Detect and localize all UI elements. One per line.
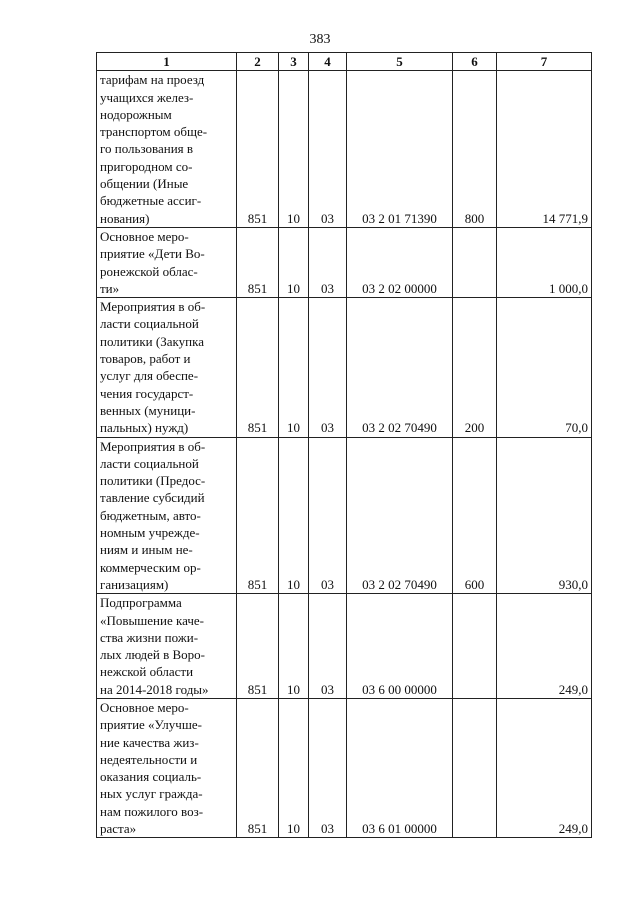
expense-type-code: 600 bbox=[453, 437, 497, 594]
section-code: 10 bbox=[279, 71, 309, 228]
target-article-code: 03 2 01 71390 bbox=[347, 71, 453, 228]
subsection-code: 03 bbox=[309, 71, 347, 228]
subsection-code: 03 bbox=[309, 298, 347, 437]
subsection-code: 03 bbox=[309, 594, 347, 699]
ministry-code: 851 bbox=[237, 698, 279, 837]
section-code: 10 bbox=[279, 437, 309, 594]
expense-type-code bbox=[453, 594, 497, 699]
section-code: 10 bbox=[279, 698, 309, 837]
header-col-4: 4 bbox=[309, 53, 347, 71]
table-row bbox=[97, 437, 592, 594]
target-article-code: 03 6 00 00000 bbox=[347, 594, 453, 699]
header-col-1: 1 bbox=[97, 53, 237, 71]
target-article-code: 03 2 02 70490 bbox=[347, 437, 453, 594]
amount: 14 771,9 bbox=[497, 71, 592, 228]
page-number: 383 bbox=[309, 32, 331, 47]
subsection-code: 03 bbox=[309, 437, 347, 594]
header-col-7: 7 bbox=[497, 53, 592, 71]
header-col-6: 6 bbox=[453, 53, 497, 71]
section-code: 10 bbox=[279, 227, 309, 297]
amount: 930,0 bbox=[497, 437, 592, 594]
header-col-3: 3 bbox=[279, 53, 309, 71]
amount: 249,0 bbox=[497, 594, 592, 699]
ministry-code: 851 bbox=[237, 71, 279, 228]
header-col-2: 2 bbox=[237, 53, 279, 71]
expense-type-code: 200 bbox=[453, 298, 497, 437]
subsection-code: 03 bbox=[309, 698, 347, 837]
amount: 249,0 bbox=[497, 698, 592, 837]
ministry-code: 851 bbox=[237, 298, 279, 437]
table-row bbox=[97, 71, 592, 228]
table-row bbox=[97, 227, 592, 297]
item-name: Подпрограмма «Повышение каче- ства жизни пожи- лых людей в Воро- нежской области на 2014-2018 годы» bbox=[97, 594, 237, 699]
target-article-code: 03 2 02 00000 bbox=[347, 227, 453, 297]
section-code: 10 bbox=[279, 298, 309, 437]
target-article-code: 03 2 02 70490 bbox=[347, 298, 453, 437]
amount: 70,0 bbox=[497, 298, 592, 437]
section-code: 10 bbox=[279, 594, 309, 699]
ministry-code: 851 bbox=[237, 594, 279, 699]
ministry-code: 851 bbox=[237, 227, 279, 297]
expense-type-code bbox=[453, 227, 497, 297]
header-row bbox=[97, 53, 592, 71]
budget-table bbox=[96, 52, 592, 838]
target-article-code: 03 6 01 00000 bbox=[347, 698, 453, 837]
header-col-5: 5 bbox=[347, 53, 453, 71]
subsection-code: 03 bbox=[309, 227, 347, 297]
item-name: Основное меро- приятие «Дети Во- ронежской облас- ти» bbox=[97, 227, 237, 297]
table-row bbox=[97, 594, 592, 699]
item-name: Мероприятия в об- ласти социальной политики (Закупка товаров, работ и услуг для обеспе- чения государст- венных (муници- пальных) нужд) bbox=[97, 298, 237, 437]
expense-type-code: 800 bbox=[453, 71, 497, 228]
item-name: тарифам на проезд учащихся желез- нодорожным транспортом обще- го пользования в пригородном со- общении (Иные бюджетные ассиг- нования) bbox=[97, 71, 237, 228]
table-row bbox=[97, 298, 592, 437]
item-name: Основное меро- приятие «Улучше- ние качества жиз- недеятельности и оказания социаль- ных услуг гражда- нам пожилого воз- раста» bbox=[97, 698, 237, 837]
ministry-code: 851 bbox=[237, 437, 279, 594]
table-row bbox=[97, 698, 592, 837]
amount: 1 000,0 bbox=[497, 227, 592, 297]
item-name: Мероприятия в об- ласти социальной политики (Предос- тавление субсидий бюджетным, авто- номным учрежде- ниям и иным не- коммерческим ор- ганизациям) bbox=[97, 437, 237, 594]
expense-type-code bbox=[453, 698, 497, 837]
